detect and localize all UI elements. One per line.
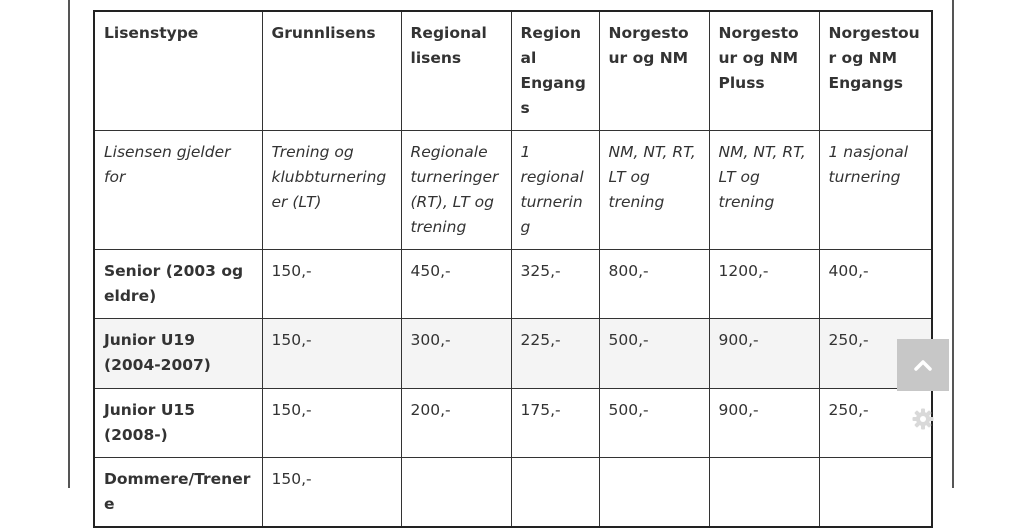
- table-cell: 800,-: [599, 250, 709, 319]
- header-cell-license-type: Lisenstype: [94, 11, 262, 131]
- table-cell: 225,-: [511, 319, 599, 389]
- row-label: Lisensen gjelder for: [94, 131, 262, 250]
- table-cell: 150,-: [262, 319, 401, 389]
- gear-icon[interactable]: [911, 407, 935, 431]
- table-header-row: [94, 11, 932, 131]
- header-cell-norgestour-nm: Norgestour og NM: [599, 11, 709, 131]
- table-cell: 900,-: [709, 319, 819, 389]
- header-cell-norgestour-nm-pluss: Norgestour og NM Pluss: [709, 11, 819, 131]
- table-cell: 500,-: [599, 319, 709, 389]
- table-cell: 175,-: [511, 389, 599, 458]
- table-cell: 250,-: [819, 319, 932, 389]
- row-label: Junior U15 (2008-): [94, 389, 262, 458]
- table-row: [94, 131, 932, 250]
- table-cell: 1200,-: [709, 250, 819, 319]
- table-cell: 1 regional turnering: [511, 131, 599, 250]
- row-label: Dommere/Trenere: [94, 458, 262, 528]
- table-cell: [511, 458, 599, 528]
- table-cell: 1 nasjonal turnering: [819, 131, 932, 250]
- table-cell: Trening og klubbturneringer (LT): [262, 131, 401, 250]
- table-row: [94, 250, 932, 319]
- back-to-top-button[interactable]: [897, 339, 949, 391]
- table-cell: [599, 458, 709, 528]
- row-label: Junior U19 (2004-2007): [94, 319, 262, 389]
- table-cell: NM, NT, RT, LT og trening: [709, 131, 819, 250]
- table-cell: 250,-: [819, 389, 932, 458]
- table-cell: 325,-: [511, 250, 599, 319]
- chevron-up-icon: [913, 358, 933, 372]
- table-cell: 900,-: [709, 389, 819, 458]
- table-cell: 400,-: [819, 250, 932, 319]
- header-cell-regional-license: Regional lisens: [401, 11, 511, 131]
- table-cell: NM, NT, RT, LT og trening: [599, 131, 709, 250]
- table-row: [94, 389, 932, 458]
- table-cell: 500,-: [599, 389, 709, 458]
- table-cell: [709, 458, 819, 528]
- table-cell: [819, 458, 932, 528]
- table-cell: 150,-: [262, 250, 401, 319]
- header-cell-norgestour-nm-single: Norgestour og NM Engangs: [819, 11, 932, 131]
- header-cell-basic-license: Grunnlisens: [262, 11, 401, 131]
- table-cell: 150,-: [262, 389, 401, 458]
- table-cell: 300,-: [401, 319, 511, 389]
- header-cell-regional-single: Regional Engangs: [511, 11, 599, 131]
- table-cell: Regionale turneringer (RT), LT og trening: [401, 131, 511, 250]
- table-cell: 450,-: [401, 250, 511, 319]
- table-row: [94, 458, 932, 528]
- table-cell: 150,-: [262, 458, 401, 528]
- row-label: Senior (2003 og eldre): [94, 250, 262, 319]
- table-row: [94, 319, 932, 389]
- license-price-table: [93, 10, 933, 528]
- table-cell: [401, 458, 511, 528]
- table-cell: 200,-: [401, 389, 511, 458]
